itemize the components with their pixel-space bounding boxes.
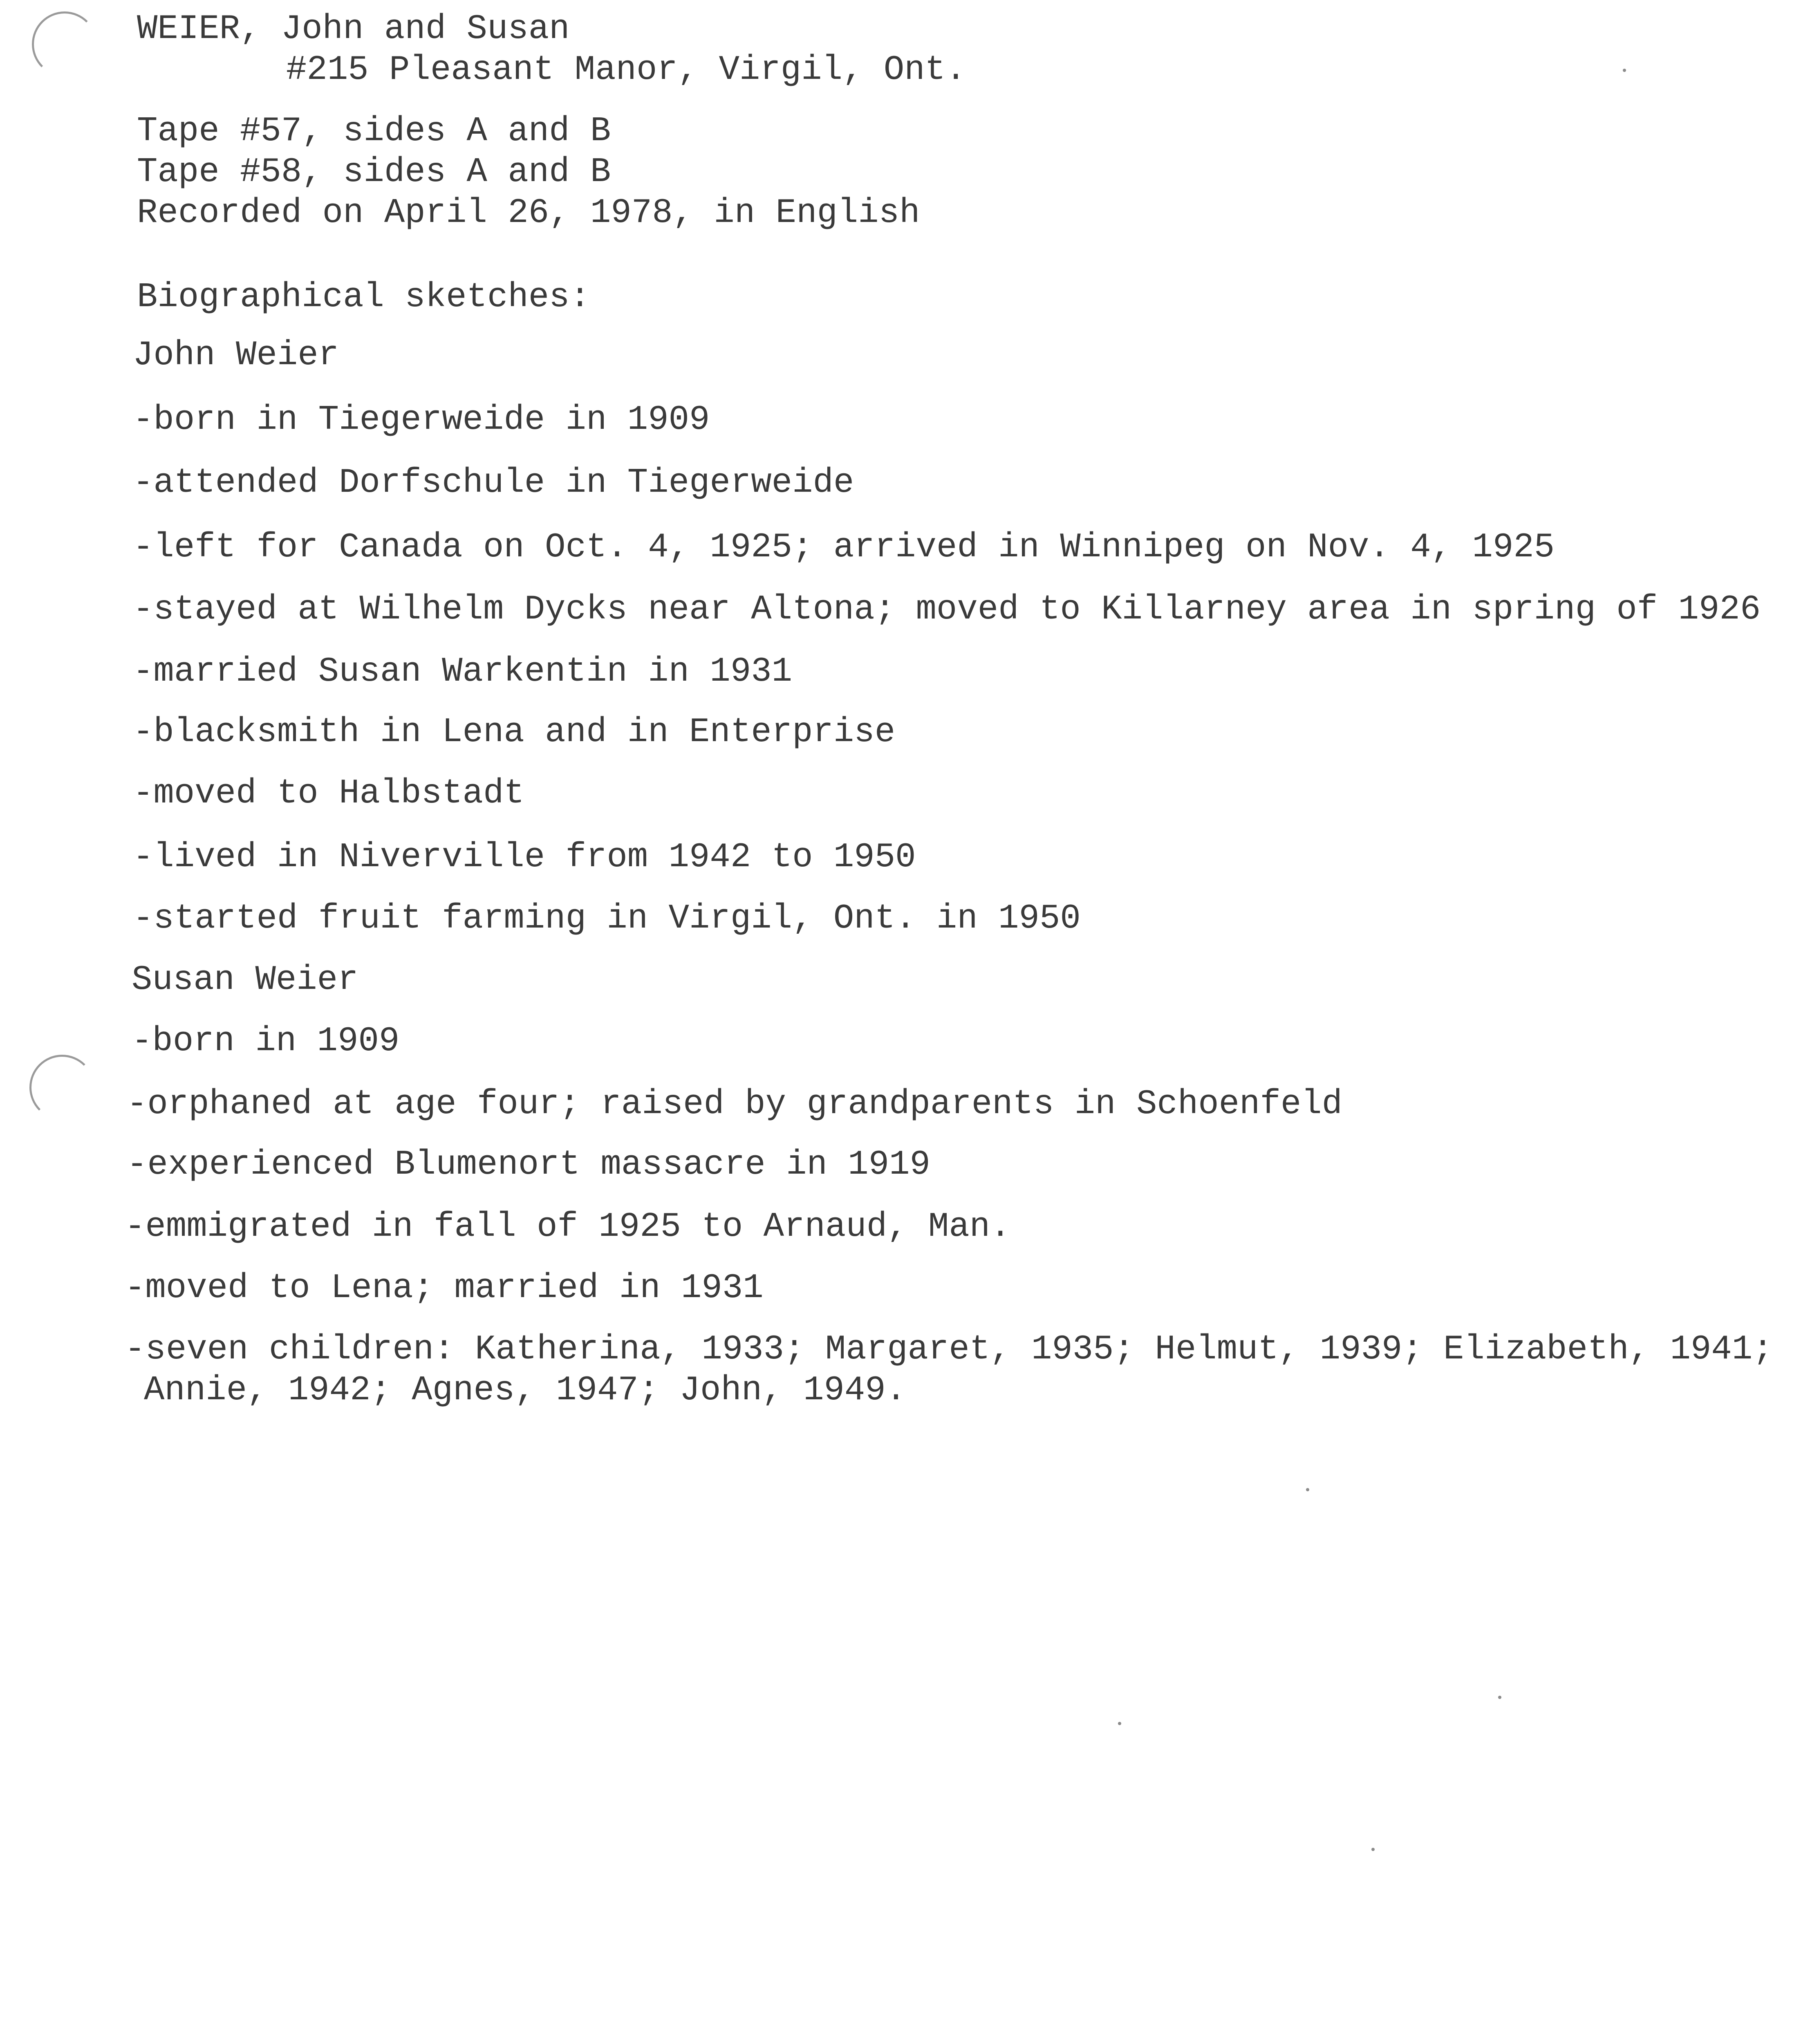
punch-hole-mark-top — [32, 11, 97, 77]
recorded-date-line: Recorded on April 26, 1978, in English — [137, 194, 920, 233]
susan-item-children-continued: Annie, 1942; Agnes, 1947; John, 1949. — [144, 1371, 907, 1410]
scan-speck — [1623, 69, 1626, 72]
john-item-altona: -stayed at Wilhelm Dycks near Altona; moved to Killarney area in spring of 1926 — [133, 590, 1761, 629]
john-item-school: -attended Dorfschule in Tiegerweide — [133, 464, 854, 502]
john-item-married: -married Susan Warkentin in 1931 — [133, 652, 793, 691]
john-item-halbstadt: -moved to Halbstadt — [133, 774, 524, 813]
john-item-blacksmith: -blacksmith in Lena and in Enterprise — [133, 713, 896, 752]
susan-weier-name: Susan Weier — [132, 961, 358, 1000]
biographical-heading: Biographical sketches: — [137, 278, 590, 317]
scan-speck — [1118, 1722, 1121, 1725]
john-item-born: -born in Tiegerweide in 1909 — [133, 401, 710, 439]
tape-58-line: Tape #58, sides A and B — [137, 153, 611, 192]
susan-item-children: -seven children: Katherina, 1933; Margaret, 1935; Helmut, 1939; Elizabeth, 1941; — [125, 1330, 1773, 1369]
tape-57-line: Tape #57, sides A and B — [137, 112, 611, 151]
john-item-emigration: -left for Canada on Oct. 4, 1925; arrived in Winnipeg on Nov. 4, 1925 — [133, 528, 1555, 567]
susan-item-born: -born in 1909 — [132, 1022, 400, 1061]
susan-item-emigrated: -emmigrated in fall of 1925 to Arnaud, Man. — [125, 1208, 1011, 1246]
john-item-niverville: -lived in Niverville from 1942 to 1950 — [133, 838, 916, 877]
punch-hole-mark-middle — [29, 1055, 95, 1120]
scan-speck — [1498, 1696, 1501, 1699]
header-address: #215 Pleasant Manor, Virgil, Ont. — [286, 51, 966, 90]
john-item-fruit-farming: -started fruit farming in Virgil, Ont. in 1950 — [133, 899, 1081, 938]
header-names: WEIER, John and Susan — [137, 10, 570, 49]
scan-speck — [1306, 1488, 1309, 1491]
susan-item-lena: -moved to Lena; married in 1931 — [125, 1269, 764, 1308]
john-weier-name: John Weier — [133, 336, 339, 375]
scan-speck — [1371, 1848, 1375, 1851]
susan-item-orphaned: -orphaned at age four; raised by grandparents in Schoenfeld — [127, 1085, 1343, 1124]
susan-item-massacre: -experienced Blumenort massacre in 1919 — [127, 1145, 930, 1184]
